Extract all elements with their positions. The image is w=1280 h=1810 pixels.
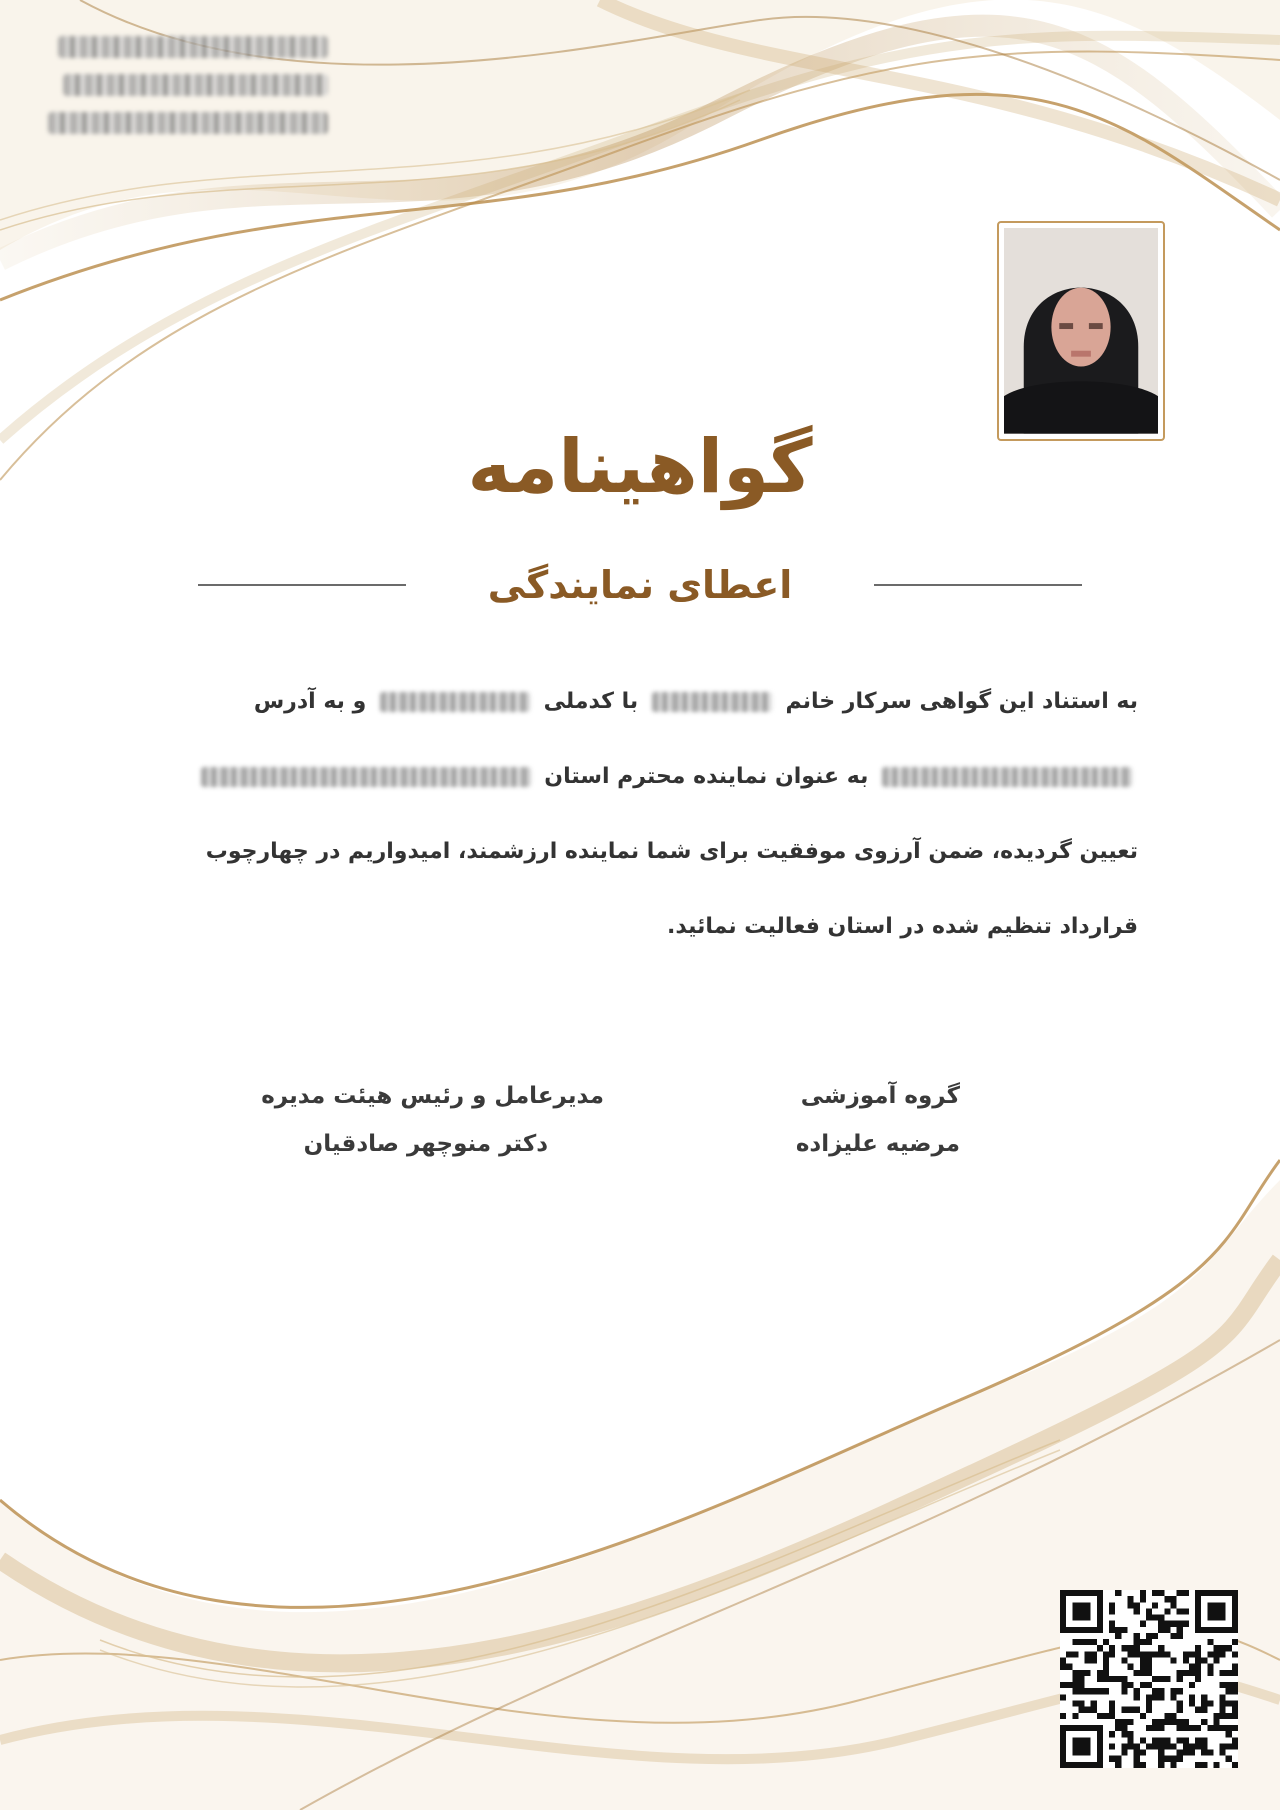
body-text-segment: به عنوان نماینده محترم استان [544,764,869,789]
qr-code-icon[interactable] [1060,1590,1238,1768]
holder-photo [997,221,1165,441]
national-id-redacted [380,692,530,712]
body-line-3: تعیین گردیده، ضمن آرزوی موفقیت برای شما نماینده ارزشمند، امیدواریم در چهارچوب [205,839,1138,864]
divider-left [198,584,406,586]
body-line-1 [170,672,1138,747]
body-line-2 [170,747,1138,822]
signature-name: مرضیه علیزاده [795,1131,960,1157]
portrait-image [1004,228,1158,434]
signature-ceo [261,1072,604,1168]
certificate-title: گواهینامه [467,424,813,510]
body-line-4: قرارداد تنظیم شده در استان فعالیت نمائید. [667,914,1138,939]
body-text-segment: و به آدرس [253,689,367,714]
number-redacted [63,74,328,96]
signature-role: گروه آموزشی [800,1083,960,1109]
signature-education-group [796,1072,960,1168]
signature-name: دکتر منوچهر صادقیان [303,1131,548,1157]
signature-role: مدیرعامل و رئیس هیئت مدیره [261,1083,604,1109]
address-redacted [882,767,1132,787]
body-text-segment: به استناد این گواهی سرکار خانم [785,689,1138,714]
certificate-body [170,672,1138,972]
date-redacted [58,36,328,58]
province-redacted [201,767,531,787]
holder-name-redacted [652,692,772,712]
divider-right [874,584,1082,586]
attachment-redacted [48,112,328,134]
body-text-segment: با کدملی [543,689,639,714]
document-meta-redacted [48,36,328,134]
certificate-subtitle: اعطای نمایندگی [487,563,793,607]
subtitle-row [198,560,1082,610]
